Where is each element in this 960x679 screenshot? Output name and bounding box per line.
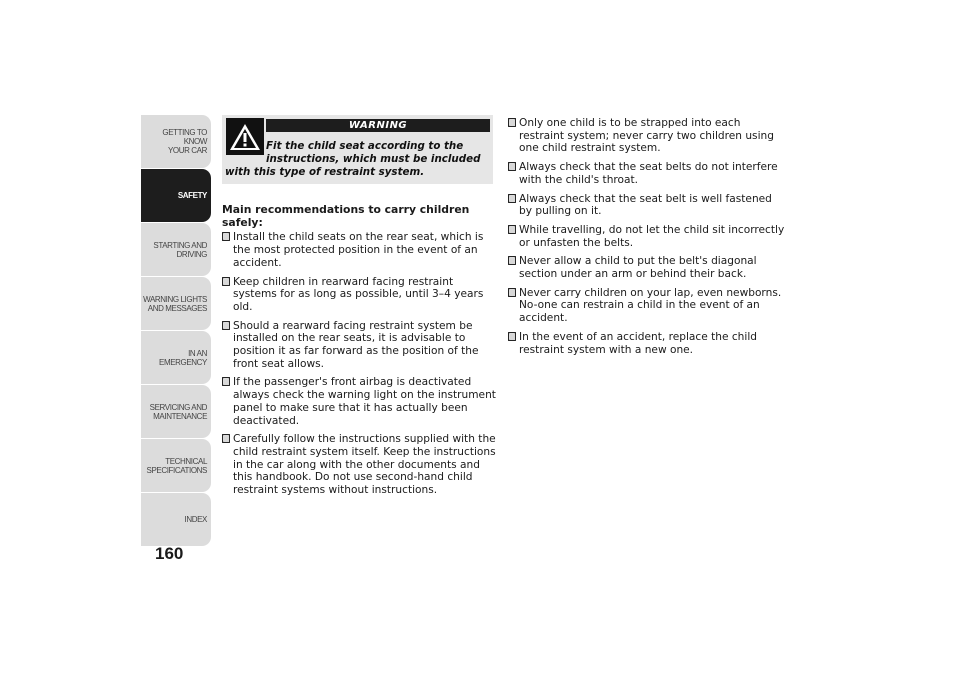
checkbox-bullet-icon — [222, 277, 230, 286]
checkbox-bullet-icon — [508, 256, 516, 265]
list-item — [508, 117, 788, 155]
list-item — [508, 255, 788, 280]
list-item — [508, 287, 788, 325]
right-list — [508, 117, 788, 356]
tab-technical[interactable]: TECHNICAL SPECIFICATIONS — [141, 439, 211, 492]
tab-index[interactable]: INDEX — [141, 493, 211, 546]
list-item-text: Never carry children on your lap, even newborns. No-one can restrain a child in the event of an accident. — [519, 286, 782, 325]
list-item-text: Should a rearward facing restraint system be installed on the rear seats, it is advisable to position it as far forward as the position of the front seat allows. — [233, 319, 479, 370]
checkbox-bullet-icon — [508, 288, 516, 297]
checkbox-bullet-icon — [222, 321, 230, 330]
page-number: 160 — [155, 544, 184, 563]
tab-warning-lights[interactable]: WARNING LIGHTS AND MESSAGES — [141, 277, 211, 330]
list-item-text: If the passenger's front airbag is deactivated always check the warning light on the instrument panel to make sure that it has actually been deactivated. — [233, 376, 496, 427]
list-item-text: Install the child seats on the rear seat, which is the most protected position in the event of an accident. — [233, 231, 484, 269]
warning-line: Fit the child seat according to the — [266, 140, 464, 152]
tab-emergency[interactable]: IN AN EMERGENCY — [141, 331, 211, 384]
list-item — [508, 161, 788, 186]
warning-text — [225, 140, 489, 179]
checkbox-bullet-icon — [508, 225, 516, 234]
tab-getting-to-know[interactable]: GETTING TO KNOW YOUR CAR — [141, 115, 211, 168]
list-item — [222, 433, 497, 497]
tab-safety[interactable]: SAFETY — [141, 169, 211, 222]
section-heading: Main recommendations to carry children safely: — [222, 203, 470, 229]
list-item-text: Keep children in rearward facing restraint systems for as long as possible, until 3–4 years old. — [233, 275, 484, 313]
list-item-text: Never allow a child to put the belt's diagonal section under an arm or behind their back. — [519, 255, 757, 281]
right-column — [508, 117, 788, 362]
warning-box — [222, 115, 493, 184]
warning-line: with this type of restraint system. — [225, 166, 425, 178]
list-item — [222, 320, 497, 371]
tab-servicing[interactable]: SERVICING AND MAINTENANCE — [141, 385, 211, 438]
warning-title: WARNING — [266, 119, 490, 132]
list-item-text: Always check that the seat belts do not interfere with the child's throat. — [519, 161, 778, 186]
list-item — [222, 376, 497, 427]
list-item-text: Carefully follow the instructions supplied with the child restraint system itself. Keep the instructions in the car along with the other documents and this handbook. Do not use second-hand child restraint systems without instructions. — [233, 433, 496, 497]
checkbox-bullet-icon — [222, 377, 230, 386]
warning-line: instructions, which must be included — [266, 153, 481, 165]
checkbox-bullet-icon — [222, 434, 230, 443]
tab-starting-driving[interactable]: STARTING AND DRIVING — [141, 223, 211, 276]
list-item — [508, 331, 788, 356]
checkbox-bullet-icon — [508, 332, 516, 341]
list-item — [222, 231, 497, 269]
list-item-text: Always check that the seat belt is well fastened by pulling on it. — [519, 192, 772, 218]
list-item — [508, 224, 788, 249]
left-list — [222, 231, 497, 496]
list-item-text: While travelling, do not let the child sit incorrectly or unfasten the belts. — [519, 223, 785, 249]
list-item-text: In the event of an accident, replace the child restraint system with a new one. — [519, 330, 757, 356]
checkbox-bullet-icon — [508, 162, 516, 171]
checkbox-bullet-icon — [508, 118, 516, 127]
checkbox-bullet-icon — [508, 194, 516, 203]
checkbox-bullet-icon — [222, 232, 230, 241]
list-item-text: Only one child is to be strapped into each restraint system; never carry two children using one child restraint system. — [519, 117, 774, 155]
list-item — [222, 276, 497, 314]
list-item — [508, 193, 788, 218]
left-column — [222, 204, 497, 503]
